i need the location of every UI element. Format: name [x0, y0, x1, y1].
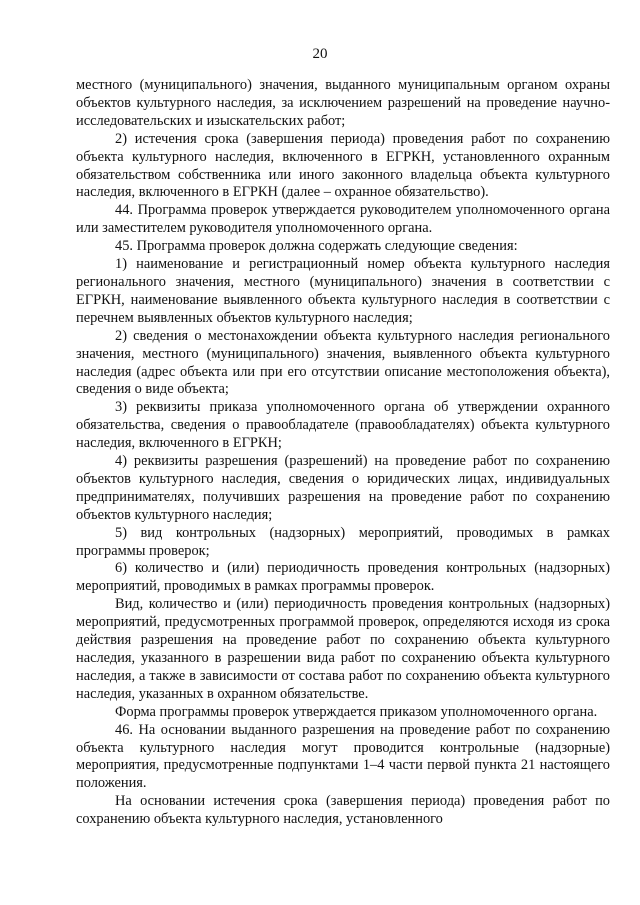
paragraph: 6) количество и (или) периодичность проведения контрольных (надзорных) мероприятий, проводимых в рамках программы проверок.	[76, 560, 610, 595]
paragraph: местного (муниципального) значения, выданного муниципальным органом охраны объектов культурного наследия, за исключением разрешений на проведение научно-исследовательских и изыскательских работ;	[76, 77, 610, 129]
paragraph: 2) сведения о местонахождении объекта культурного наследия регионального значения, местного (муниципального) значения, выявленного объекта культурного наследия (адрес объекта или при его отсутствии описание местоположения объекта), сведения о виде объекта;	[76, 327, 610, 398]
paragraph: Вид, количество и (или) периодичность проведения контрольных (надзорных) мероприятий, предусмотренных программой проверок, определяются исходя из срока действия разрешения на проведение работ по сохранению объекта культурного наследия, указанного в разрешении вида работ по сохранению объекта культурного наследия, а также в зависимости от состава работ по сохранению объекта культурного наследия, указанных в охранном обязательстве.	[76, 596, 610, 702]
paragraph: 5) вид контрольных (надзорных) мероприятий, проводимых в рамках программы проверок;	[76, 524, 610, 559]
document-body	[76, 77, 610, 829]
paragraph: Форма программы проверок утверждается приказом уполномоченного органа.	[115, 703, 598, 720]
paragraph: 3) реквизиты приказа уполномоченного органа об утверждении охранного обязательства, сведения о правообладателе (правообладателях) объекта культурного наследия, включенного в ЕГРКН;	[76, 399, 610, 452]
paragraph: 44. Программа проверок утверждается руководителем уполномоченного органа или заместителем руководителя уполномоченного органа.	[76, 202, 610, 237]
paragraph: 46. На основании выданного разрешения на проведение работ по сохранению объекта культурного наследия могут проводится контрольные (надзорные) мероприятия, предусмотренные подпунктами 1–4 части первой пункта 21 настоящего положения.	[76, 721, 610, 792]
paragraph: 4) реквизиты разрешения (разрешений) на проведение работ по сохранению объектов культурного наследия, сведения о юридических лицах, индивидуальных предпринимателях, получивших разрешения на проведение работ по сохранению объектов культурного наследия;	[76, 453, 610, 523]
paragraph: 2) истечения срока (завершения периода) проведения работ по сохранению объекта культурного наследия, включенного в ЕГРКН, установленного охранным обязательством собственника или иного законного владельца объекта культурного наследия, включенного в ЕГРКН (далее – охранное обязательство).	[76, 130, 610, 201]
paragraph: 45. Программа проверок должна содержать следующие сведения:	[115, 238, 518, 255]
page-number: 20	[312, 46, 328, 62]
paragraph: 1) наименование и регистрационный номер объекта культурного наследия регионального значения, местного (муниципального) значения в соответствии с ЕГРКН, наименование выявленного объекта культурного наследия в соответствии с перечнем выявленных объектов культурного наследия;	[76, 256, 610, 326]
paragraph: На основании истечения срока (завершения периода) проведения работ по сохранению объекта культурного наследия, установленного	[76, 793, 610, 828]
